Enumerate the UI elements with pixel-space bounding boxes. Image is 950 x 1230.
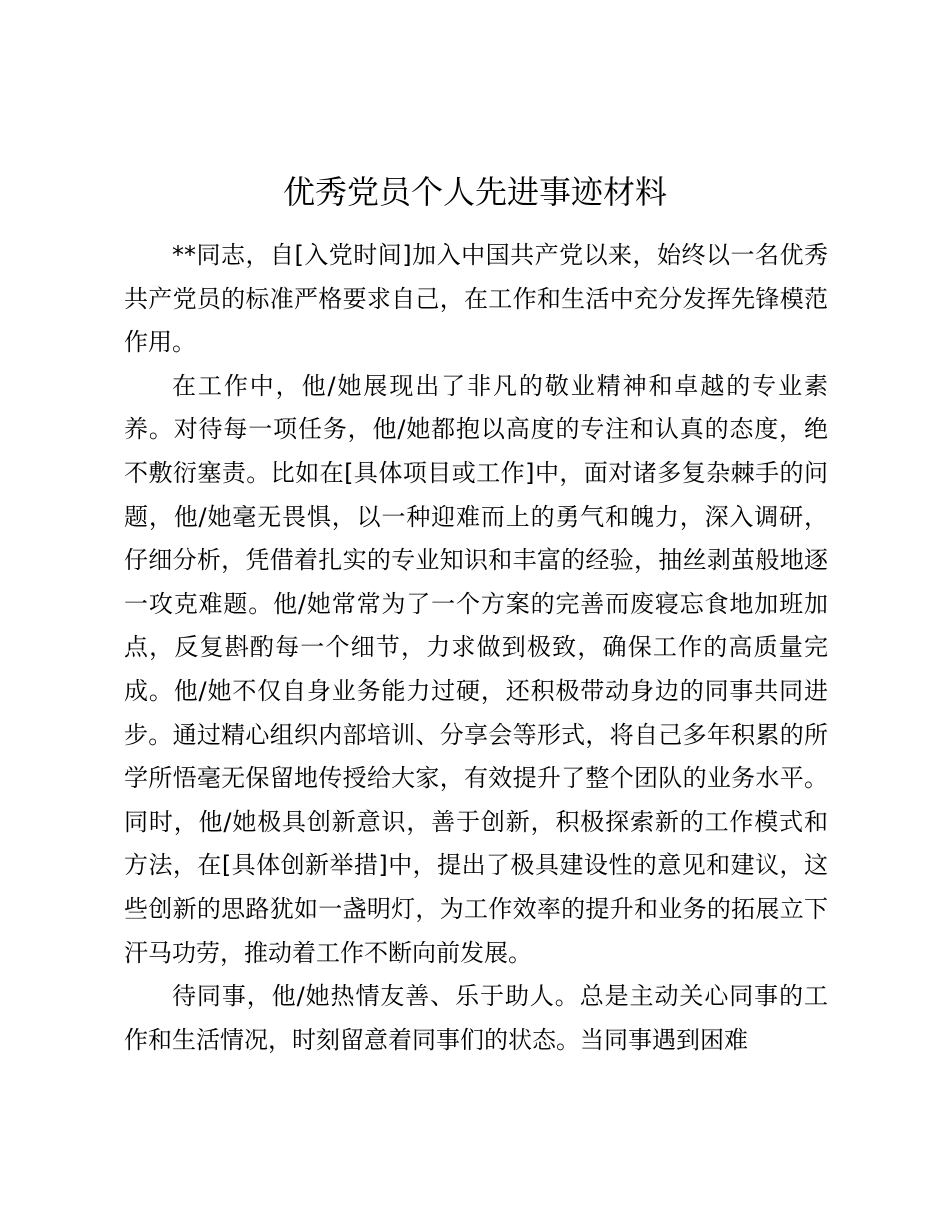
document-title: 优秀党员个人先进事迹材料 xyxy=(282,173,667,211)
paragraph-work: 在工作中，他/她展现出了非凡的敬业精神和卓越的专业素养。对待每一项任务，他/她都抱以高度的专注和认真的态度，绝不敷衍塞责。比如在[具体项目或工作]中，面对诸多复杂棘手的问题，他/她毫无畏惧，以一种迎难而上的勇气和魄力，深入调研，仔细分析，凭借着扎实的专业知识和丰富的经验，抽丝剥茧般地逐一攻克难题。他/她常常为了一个方案的完善而废寝忘食地加班加点，反复斟酌每一个细节，力求做到极致，确保工作的高质量完成。他/她不仅自身业务能力过硬，还积极带动身边的同事共同进步。通过精心组织内部培训、分享会等形式，将自己多年积累的所学所悟毫无保留地传授给大家，有效提升了整个团队的业务水平。同时，他/她极具创新意识，善于创新，积极探索新的工作模式和方法，在[具体创新举措]中，提出了极具建设性的意见和建议，这些创新的思路犹如一盏明灯，为工作效率的提升和业务的拓展立下汗马功劳，推动着工作不断向前发展。 xyxy=(124,371,828,967)
document-body xyxy=(124,234,828,1062)
paragraph-intro: **同志，自[入党时间]加入中国共产党以来，始终以一名优秀共产党员的标准严格要求自己，在工作和生活中充分发挥先锋模范作用。 xyxy=(124,241,828,357)
paragraph-colleagues: 待同事，他/她热情友善、乐于助人。总是主动关心同事的工作和生活情况，时刻留意着同事们的状态。当同事遇到困难 xyxy=(124,982,828,1054)
